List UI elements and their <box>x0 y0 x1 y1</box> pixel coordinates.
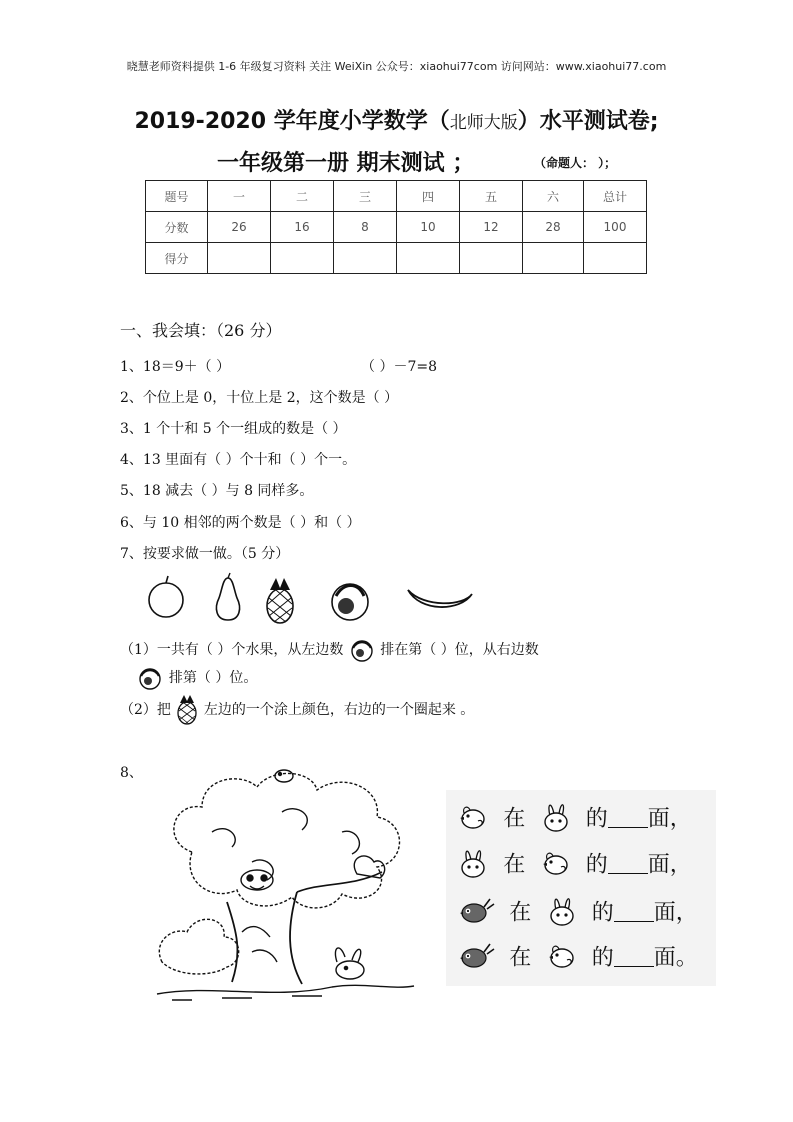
table-cell: 16 <box>271 212 334 243</box>
word-de: 的 <box>585 852 608 878</box>
table-row <box>146 181 647 212</box>
answer-blank[interactable] <box>608 853 648 874</box>
table-cell: 五 <box>460 181 523 212</box>
bird-icon <box>456 801 490 833</box>
word-de: 的 <box>585 806 608 832</box>
author-note: （命题人： ）； <box>534 156 617 170</box>
pear-icon <box>216 573 239 620</box>
question-2: 2、个位上是 0，十位上是 2，这个数是（ ） <box>120 390 399 406</box>
question-5: 5、18 减去（ ）与 8 同样多。 <box>120 483 314 499</box>
table-row <box>146 243 647 274</box>
answer-blank[interactable] <box>614 946 654 967</box>
position-row-2 <box>456 846 692 880</box>
banana-icon <box>408 590 472 607</box>
table-cell: 三 <box>334 181 397 212</box>
q7-1-part-a: （1）一共有（ ）个水果，从左边数 <box>120 642 344 658</box>
q7-2-part-b: 左边的一个涂上颜色，右边的一个圈起来 。 <box>203 702 475 718</box>
fruit-row <box>140 572 480 624</box>
peach-icon <box>332 584 368 620</box>
answer-blank[interactable] <box>614 901 654 922</box>
bird-icon <box>539 847 573 879</box>
score-input-cell[interactable] <box>397 243 460 274</box>
peach-icon <box>348 636 376 664</box>
table-cell: 题号 <box>146 181 208 212</box>
pineapple-icon <box>267 578 293 623</box>
table-cell: 二 <box>271 181 334 212</box>
score-input-cell[interactable] <box>523 243 584 274</box>
table-cell: 一 <box>208 181 271 212</box>
table-cell: 26 <box>208 212 271 243</box>
squirrel-icon <box>456 940 496 972</box>
title-part-b: ）水平测试卷; <box>517 109 659 134</box>
position-panel <box>446 790 716 986</box>
word-zai: 在 <box>509 900 532 926</box>
peach-icon <box>136 664 164 692</box>
score-input-cell[interactable] <box>584 243 647 274</box>
word-de: 的 <box>591 945 614 971</box>
table-cell: 分数 <box>146 212 208 243</box>
apple-icon <box>149 576 183 617</box>
pineapple-icon <box>175 694 199 726</box>
table-cell: 总计 <box>584 181 647 212</box>
question-4: 4、13 里面有（ ）个十和（ ）个一。 <box>120 452 357 468</box>
question-7-1-cont <box>120 664 257 692</box>
table-cell: 12 <box>460 212 523 243</box>
table-cell: 100 <box>584 212 647 243</box>
top-header-line: 晓慧老师资料提供 1-6 年级复习资料 关注 WeiXin 公众号：xiaohui77com 访问网站：www.xiaohui77.com <box>126 60 667 73</box>
q7-1-part-b: 排在第（ ）位，从右边数 <box>380 642 539 658</box>
score-table <box>145 180 647 274</box>
question-7-2 <box>120 694 474 726</box>
section-title: 一、我会填：（26 分） <box>120 321 282 340</box>
word-mian: 面， <box>653 900 698 926</box>
word-zai: 在 <box>503 806 526 832</box>
table-cell: 28 <box>523 212 584 243</box>
q7-2-part-a: （2）把 <box>120 702 171 718</box>
score-input-cell[interactable] <box>334 243 397 274</box>
table-cell: 六 <box>523 181 584 212</box>
score-input-cell[interactable] <box>208 243 271 274</box>
table-row <box>146 212 647 243</box>
rabbit-icon <box>539 800 573 834</box>
position-row-4 <box>456 940 698 972</box>
word-mian: 面， <box>647 806 692 832</box>
position-row-3 <box>456 894 698 928</box>
squirrel-icon <box>456 895 496 927</box>
word-zai: 在 <box>503 852 526 878</box>
table-cell: 10 <box>397 212 460 243</box>
question-7: 7、按要求做一做。（5 分） <box>120 546 290 562</box>
tree-illustration <box>152 762 420 1002</box>
table-cell: 四 <box>397 181 460 212</box>
q7-1-part-c: 排第（ ）位。 <box>168 670 258 686</box>
question-1b: （ ）－7=8 <box>361 359 437 375</box>
question-8: 8、 <box>120 765 143 781</box>
table-cell: 8 <box>334 212 397 243</box>
word-zai: 在 <box>509 945 532 971</box>
rabbit-icon <box>545 894 579 928</box>
score-input-cell[interactable] <box>271 243 334 274</box>
question-6: 6、与 10 相邻的两个数是（ ）和（ ） <box>120 515 361 531</box>
word-de: 的 <box>591 900 614 926</box>
title-part-a: 2019-2020 学年度小学数学（ <box>134 109 450 134</box>
title-edition: 北师大版 <box>449 113 518 133</box>
rabbit-icon <box>456 846 490 880</box>
table-cell: 得分 <box>146 243 208 274</box>
score-input-cell[interactable] <box>460 243 523 274</box>
question-3: 3、1 个十和 5 个一组成的数是（ ） <box>120 421 347 437</box>
word-mian: 面。 <box>653 945 698 971</box>
answer-blank[interactable] <box>608 807 648 828</box>
position-row-1 <box>456 800 692 834</box>
word-mian: 面， <box>647 852 692 878</box>
question-1a: 1、18＝9＋（ ） <box>120 359 231 375</box>
page-subtitle: 一年级第一册 期末测试 ； <box>217 151 475 176</box>
question-7-1 <box>120 636 539 664</box>
page-title <box>0 104 793 135</box>
bird-icon <box>545 940 579 972</box>
